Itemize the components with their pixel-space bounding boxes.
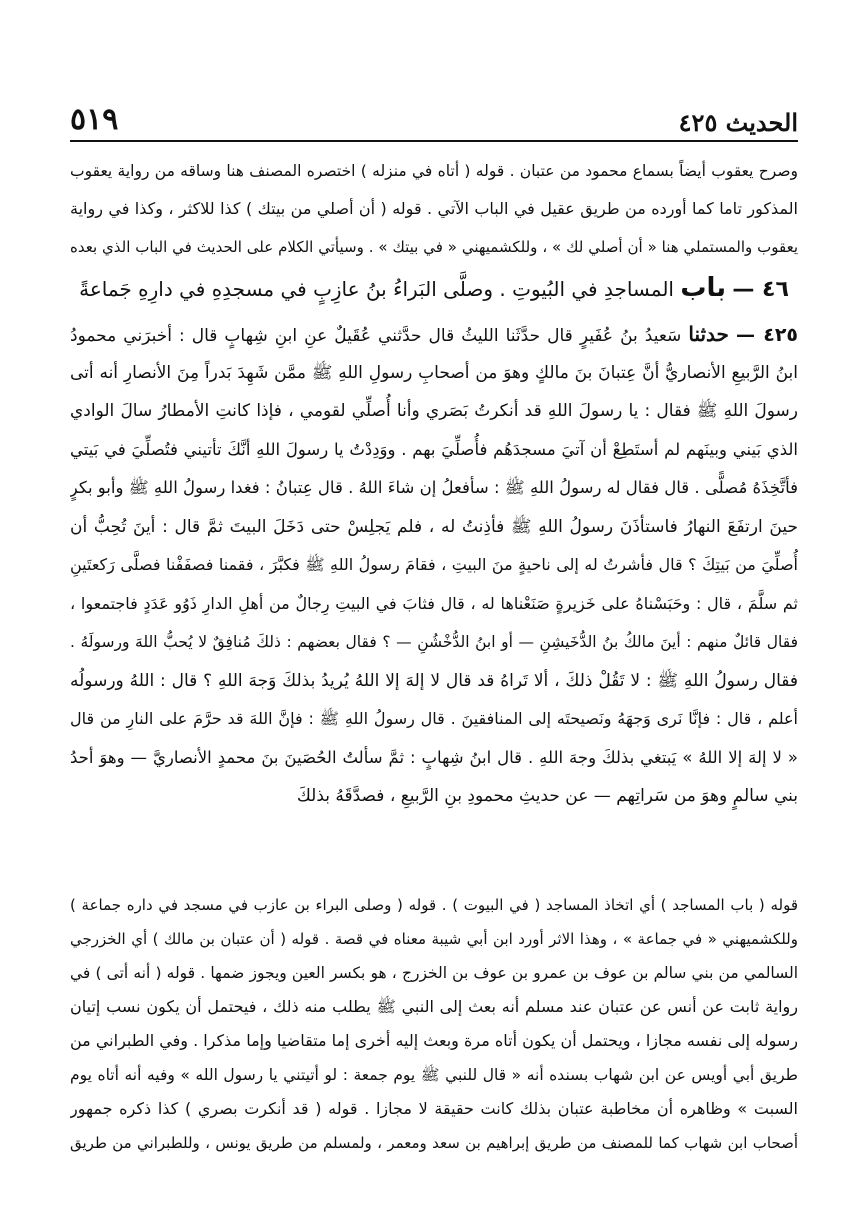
text-line: أعلم ، قال : فإنَّا نَرى وَجهَهُ ونَصيحتَه إلى المنافقينَ . قال رسولُ اللهِ ﷺ : فإنَّ اللهَ قد حرَّمَ على النارِ من قال bbox=[70, 709, 798, 728]
text-line: رواية ثابت عن أنس عن عتبان عند مسلم أنه بعث إلى النبي ﷺ يطلب منه ذلك ، فيحتمل أن يكون نسب إتيان bbox=[70, 997, 798, 1016]
text-line: « لا إلهَ إلا اللهُ » يَبتغي بذلكَ وجهَ اللهِ . قال ابنُ شِهابٍ : ثمَّ سألتُ الحُصَينَ بنَ محمدٍ الأنصاريَّ — وهوَ أحدُ bbox=[70, 747, 798, 767]
text-line: ابنُ الرَّبيعِ الأنصاريُّ أنَّ عِتبانَ بنَ مالكٍ وهوَ من أصحابِ رسولِ اللهِ ﷺ ممَّن شَهِدَ بَدراً مِنَ الأنصارِ أنه أتى bbox=[70, 362, 798, 383]
text-line: أُصلِّيَ من بَيتِكَ ؟ قال فأشرتُ له إلى ناحيةٍ منَ البيتِ ، فقامَ رسولُ اللهِ ﷺ فكبَّرَ ، فقمنا فصفَفْنا فصلَّى رَكعتَينِ bbox=[70, 555, 798, 574]
text-line bbox=[70, 315, 798, 354]
text-line: وللكشميهني « في جماعة » ، وهذا الاثر أورد ابن أبي شيبة معناه في قصة . قوله ( أن عتبان بن مالك ) أي الخزرجي bbox=[70, 930, 798, 948]
header-rule bbox=[70, 140, 798, 142]
text-line: ثم سلَّمَ ، قال : وحَبَسْناهُ على خَزيرةٍ صَنَعْناها له ، قال فثابَ في البيتِ رِجالٌ من أهلِ الدارِ ذَوُو عَدَدٍ فاجتمعوا ، bbox=[70, 593, 798, 613]
hadith-first-line: سَعيدُ بنُ عُفَيرٍ قال حدَّثَنا الليثُ قال حدَّثني عُقَيلٌ عنِ ابنِ شِهابٍ قال : أخبرَني محمودُ bbox=[70, 326, 682, 346]
commentary-top bbox=[70, 152, 798, 266]
text-line: قوله ( باب المساجد ) أي اتخاذ المساجد ( في البيوت ) . قوله ( وصلى البراء بن عازب في مسجد في داره جماعة ) bbox=[70, 896, 798, 914]
text-line: يعقوب والمستملي هنا « أن أصلي لك » ، وللكشميهني « في بيتك » . وسيأتي الكلام على الحديث في الباب الذي بعده bbox=[70, 238, 798, 256]
chapter-number: ٤٦ — bbox=[732, 277, 789, 302]
chapter-bab: باب bbox=[680, 273, 726, 303]
text-line: طريق أبي أويس عن ابن شهاب بسنده أنه « قال للنبي ﷺ يوم جمعة : لو أتيتني يا رسول الله » وفيه أنه أتاه يوم bbox=[70, 1066, 798, 1084]
hadith-opening: حدثنا bbox=[688, 322, 729, 346]
running-title: الحديث ٤٢٥ bbox=[678, 108, 798, 137]
page-number: ٥١٩ bbox=[70, 102, 119, 137]
text-line: رسولَ اللهِ ﷺ فقال : يا رسولَ اللهِ قد أنكرتُ بَصَري وأنا أُصلِّي لقومي ، فإذا كانتِ الأمطارُ سالَ الوادي bbox=[70, 401, 798, 421]
chapter-title: المساجدِ في البُيوتِ . وصلَّى البَراءُ بنُ عازِبٍ في مسجدِهِ في دارِهِ جَماعةً bbox=[79, 277, 674, 301]
text-line: وصرح يعقوب أيضاً بسماع محمود من عتبان . قوله ( أتاه في منزله ) اختصره المصنف هنا وساقه من رواية يعقوب bbox=[70, 162, 798, 180]
text-line: بني سالمٍ وهوَ من سَراتِهم — عن حديثِ محمودِ بنِ الرَّبيعِ ، فصدَّقَهُ بذلكَ bbox=[296, 786, 798, 806]
text-line: رسوله إلى نفسه مجازا ، ويحتمل أن يكون أتاه مرة وبعث إليه أخرى إما متقاضيا وإما مذكرا . وفي الطبراني من bbox=[70, 1031, 798, 1050]
page-header bbox=[70, 95, 798, 137]
text-line: فقال رسولُ اللهِ ﷺ : لا تَقُلْ ذلكَ ، ألا تَراهُ قد قال لا إلهَ إلا اللهُ يُريدُ بذلكَ وَجهَ اللهِ ؟ قال : اللهُ ورسولُه bbox=[70, 670, 798, 691]
text-line: أصحاب ابن شهاب كما للمصنف من طريق إبراهيم بن سعد ومعمر ، ولمسلم من طريق يونس ، وللطبراني من طريق bbox=[70, 1134, 798, 1152]
text-line: فقال قائلٌ منهم : أينَ مالكُ بنُ الدُّخَيشِنِ — أو ابنُ الدُّخْشُنِ — ؟ فقال بعضهم : ذلكَ مُنافِقٌ لا يُحبُّ اللهَ ورسولَهُ . bbox=[70, 633, 798, 651]
text-line: المذكور تاما كما أورده من طريق عقيل في الباب الآتي . قوله ( أن أصلي من بيتك ) كذا للاكثر ، وكذا في رواية bbox=[70, 199, 798, 218]
text-line: السبت » وظاهره أن مخاطبة عتبان بذلك كانت حقيقة لا مجازا . قوله ( قد أنكرت بصري ) كذا ذكره جمهور bbox=[70, 1099, 798, 1118]
commentary-bottom bbox=[70, 888, 798, 1160]
hadith-number: ٤٢٥ — bbox=[735, 324, 798, 346]
text-line: الذي بَيني وبينَهم لم أستَطِعْ أن آتيَ مسجدَهُم فأُصلِّيَ بهم . ووَدِدْتُ يا رسولَ اللهِ أنَّكَ تأتيني فتُصلِّيَ في بَيتي bbox=[70, 439, 798, 459]
hadith-text bbox=[70, 315, 798, 816]
text-line: فأتَّخِذَهُ مُصلًّى . قال فقال له رسولُ اللهِ ﷺ : سأفعلُ إن شاءَ اللهُ . قال عِتبانُ : فغدا رسولُ اللهِ ﷺ وأبو بكرٍ bbox=[70, 478, 798, 497]
text-line: السالمي من بني سالم بن عوف بن عمرو بن عوف بن الخزرج ، هو بكسر العين ويجوز ضمها . قوله ( أنه أتى ) في bbox=[70, 964, 798, 982]
text-line: حينَ ارتفَعَ النهارُ فاستأذَنَ رسولُ اللهِ ﷺ فأذِنتُ له ، فلم يَجلِسْ حتى دَخَلَ البيتَ ثمَّ قال : أينَ تُحِبُّ أن bbox=[70, 516, 798, 537]
chapter-heading bbox=[70, 268, 798, 308]
